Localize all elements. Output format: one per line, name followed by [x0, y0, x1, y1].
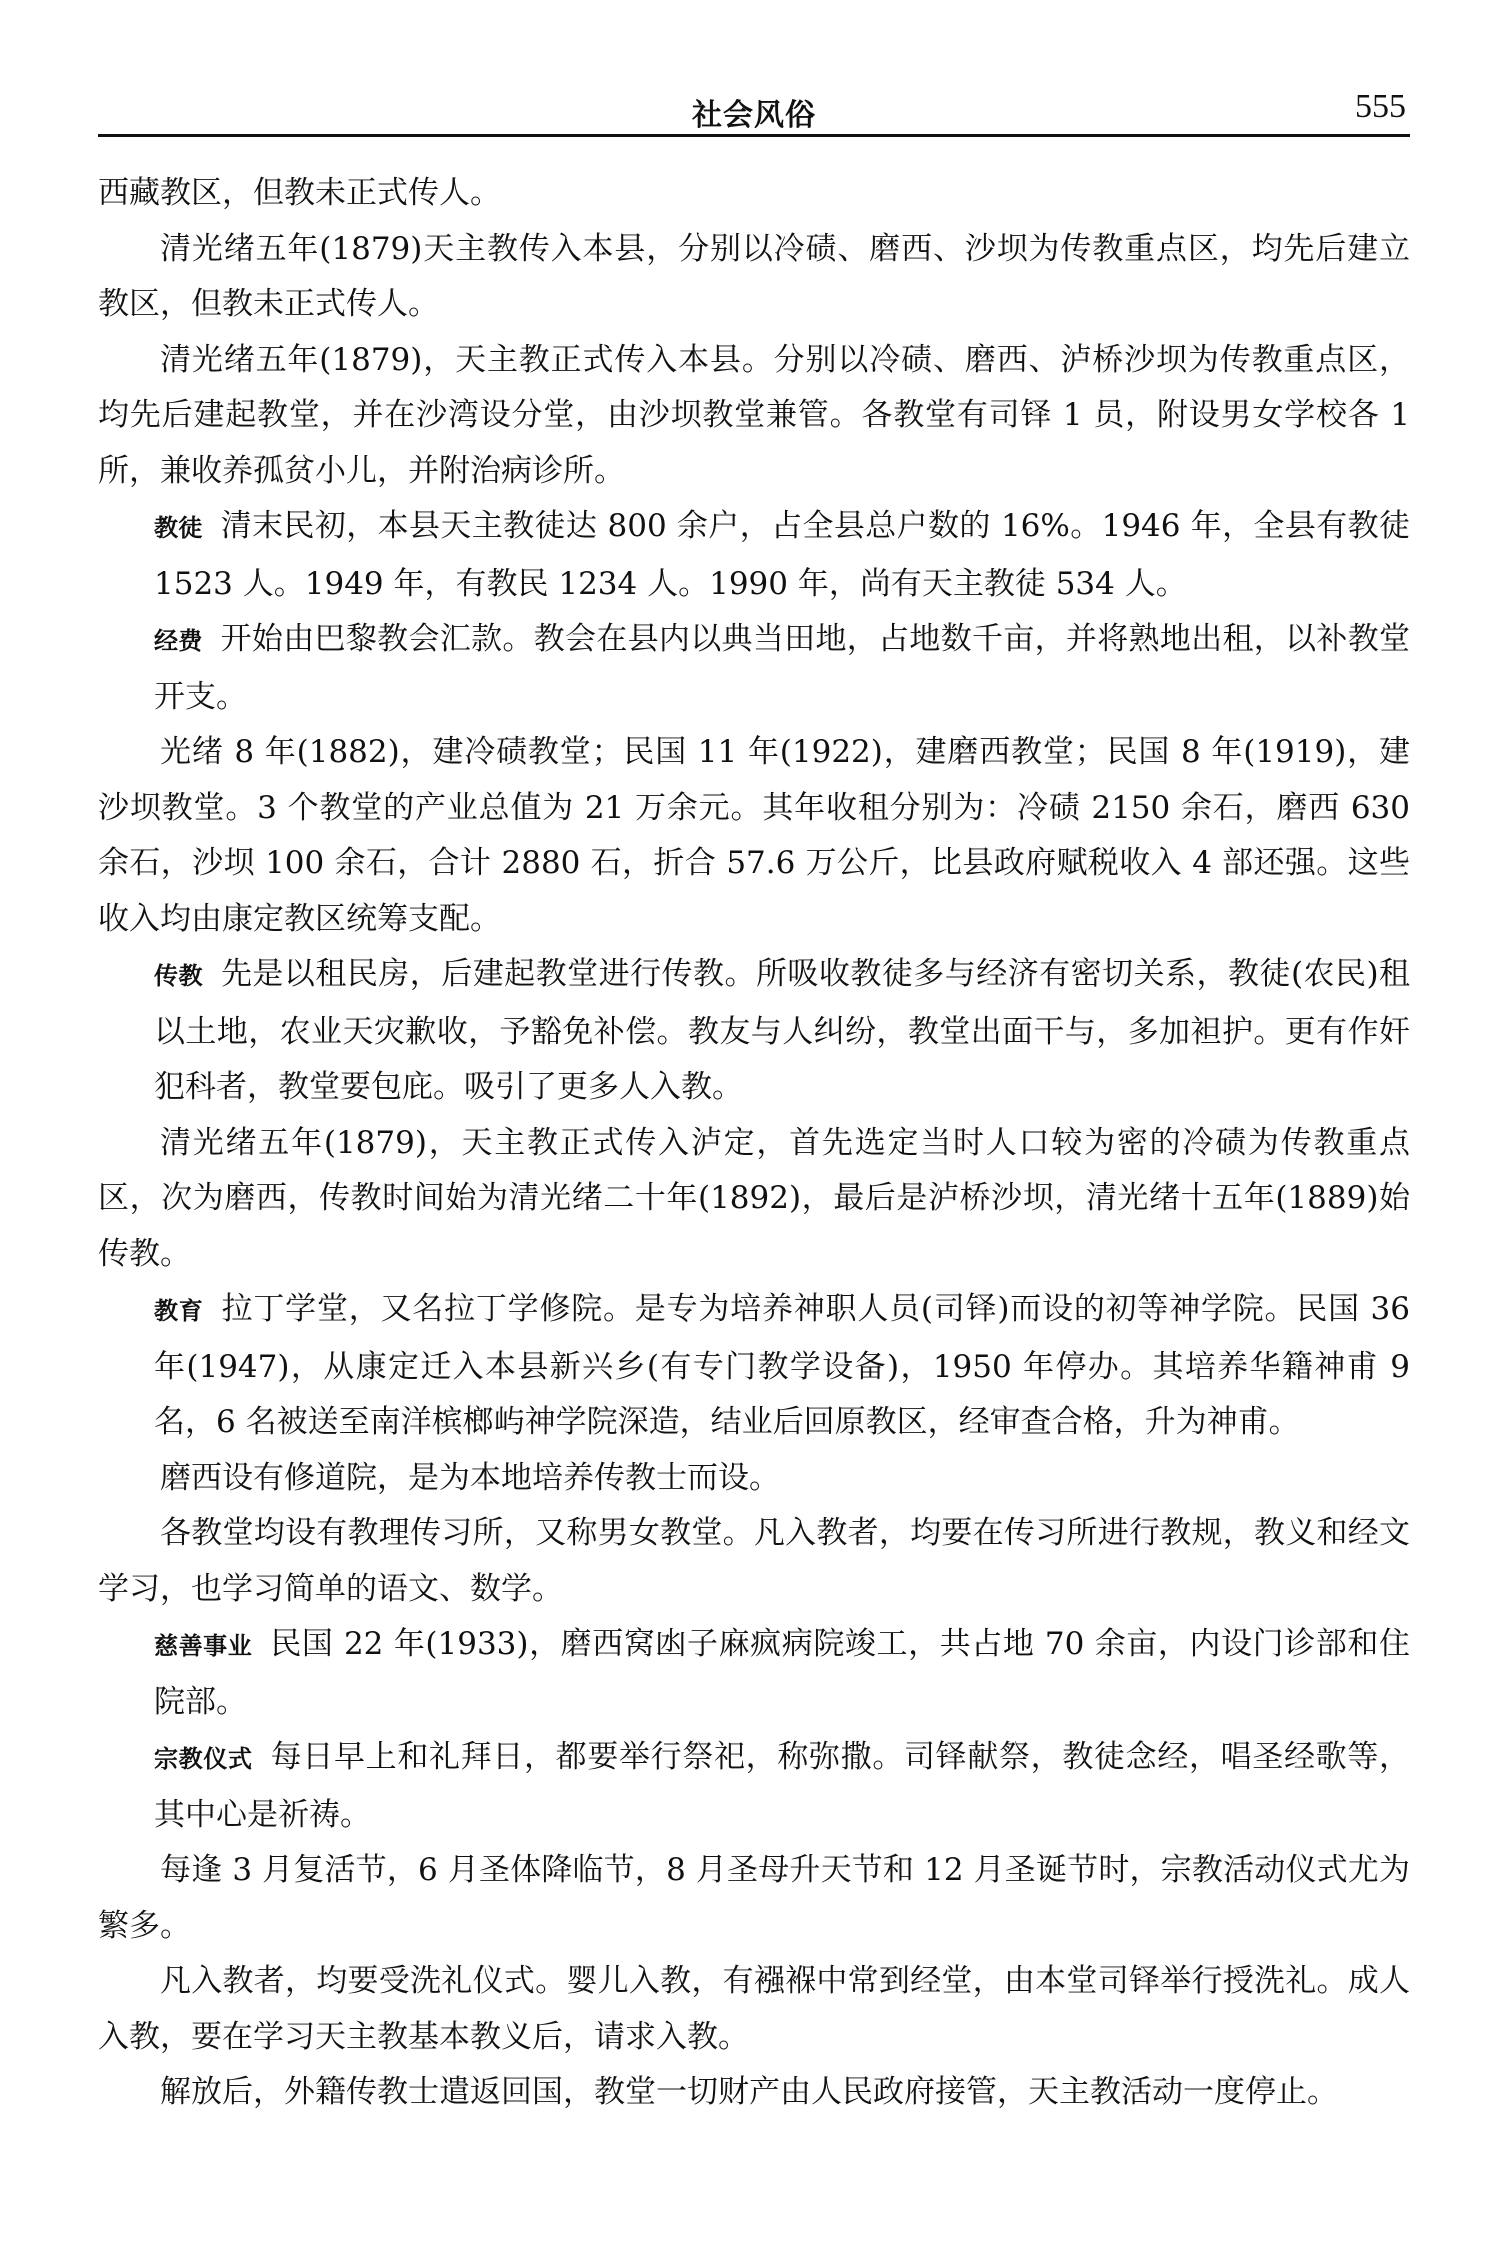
section-term: 教育: [154, 1297, 204, 1325]
page-number: 555: [1355, 88, 1406, 125]
paragraph: [98, 499, 1410, 612]
paragraph-text: 凡入教者，均要受洗礼仪式。婴儿入教，有襁褓中常到经堂，由本堂司铎举行授洗礼。成人入教，要在学习天主教基本教义后，请求入教。: [98, 1963, 1410, 2055]
page-header: [98, 82, 1410, 137]
paragraph: [98, 1506, 1410, 1617]
running-header-title: 社会风俗: [692, 98, 816, 133]
paragraph: [98, 333, 1410, 500]
paragraph: [98, 1843, 1410, 1954]
paragraph: [98, 222, 1410, 333]
paragraph-text: 解放后，外籍传教士遣返回国，教堂一切财产由人民政府接管，天主教活动一度停止。: [160, 2074, 1338, 2110]
paragraph-text: 光绪 8 年(1882)，建冷碛教堂；民国 11 年(1922)，建磨西教堂；民国 8 年(1919)，建沙坝教堂。3 个教堂的产业总值为 21 万余元。其年收租分别为：冷碛 2150 余石，磨西 630 余石，沙坝 100 余石，合计 2880 石，折合 57.6 万公斤，比县政府赋税收入 4 部还强。这些收入均由康定教区统筹支配。: [98, 734, 1410, 937]
section-term: 慈善事业: [154, 1632, 253, 1660]
paragraph: [98, 1730, 1410, 1843]
paragraph: [98, 2065, 1410, 2121]
paragraph-text: 开始由巴黎教会汇款。教会在县内以典当田地，占地数千亩，并将熟地出租，以补教堂开支。: [154, 621, 1411, 715]
paragraph-text: 磨西设有修道院，是为本地培养传教士而设。: [160, 1459, 780, 1496]
paragraph-text: 每日早上和礼拜日，都要举行祭祀，称弥撒。司铎献祭，教徒念经，唱圣经歌等，其中心是祈祷。: [154, 1739, 1411, 1833]
section-term: 教徒: [154, 514, 203, 542]
paragraph-text: 清光绪五年(1879)，天主教正式传入泸定，首先选定当时人口较为密的冷碛为传教重点区，次为磨西，传教时间始为清光绪二十年(1892)，最后是泸桥沙坝，清光绪十五年(1889)始传教。: [98, 1124, 1410, 1272]
paragraph: [98, 1116, 1410, 1283]
paragraph: [98, 947, 1410, 1116]
section-term: 宗教仪式: [154, 1745, 253, 1773]
section-term: 传教: [154, 962, 203, 990]
paragraph: [98, 1617, 1410, 1730]
paragraph-text: 拉丁学堂，又名拉丁学修院。是专为培养神职人员(司铎)而设的初等神学院。民国 36 年(1947)，从康定迁入本县新兴乡(有专门教学设备)，1950 年停办。其培养华籍神甫 9 名，6 名被送至南洋槟榔屿神学院深造，结业后回原教区，经审查合格，升为神甫。: [154, 1291, 1410, 1440]
paragraph: [98, 166, 1410, 222]
paragraph-text: 清光绪五年(1879)，天主教正式传入本县。分别以冷碛、磨西、泸桥沙坝为传教重点区，均先后建起教堂，并在沙湾设分堂，由沙坝教堂兼管。各教堂有司铎 1 员，附设男女学校各 1 所，兼收养孤贫小儿，并附治病诊所。: [98, 341, 1410, 489]
paragraph-text: 清光绪五年(1879)天主教传入本县，分别以冷碛、磨西、沙坝为传教重点区，均先后建立教区，但教未正式传人。: [98, 230, 1410, 322]
paragraph-text: 各教堂均设有教理传习所，又称男女教堂。凡入教者，均要在传习所进行教规，教义和经文学习，也学习简单的语文、数学。: [98, 1515, 1410, 1607]
paragraph: [98, 1282, 1410, 1451]
body-text: [98, 166, 1410, 2121]
section-term: 经费: [154, 627, 203, 655]
paragraph-text: 清末民初，本县天主教徒达 800 余户，占全县总户数的 16%。1946 年，全县有教徒 1523 人。1949 年，有教民 1234 人。1990 年，尚有天主教徒 534 人。: [154, 508, 1410, 602]
paragraph: [98, 725, 1410, 947]
paragraph: [98, 612, 1410, 725]
paragraph-text: 西藏教区，但教未正式传人。: [98, 175, 501, 211]
paragraph-text: 先是以租民房，后建起教堂进行传教。所吸收教徒多与经济有密切关系，教徒(农民)租以土地，农业天灾歉收，予豁免补偿。教友与人纠纷，教堂出面干与，多加袒护。更有作奸犯科者，教堂要包庇。吸引了更多人入教。: [154, 956, 1411, 1105]
paragraph: [98, 1954, 1410, 2065]
paragraph-text: 每逢 3 月复活节，6 月圣体降临节，8 月圣母升天节和 12 月圣诞节时，宗教活动仪式尤为繁多。: [98, 1852, 1410, 1944]
paragraph-text: 民国 22 年(1933)，磨西窝凼子麻疯病院竣工，共占地 70 余亩，内设门诊部和住院部。: [154, 1626, 1411, 1720]
paragraph: [98, 1451, 1410, 1507]
